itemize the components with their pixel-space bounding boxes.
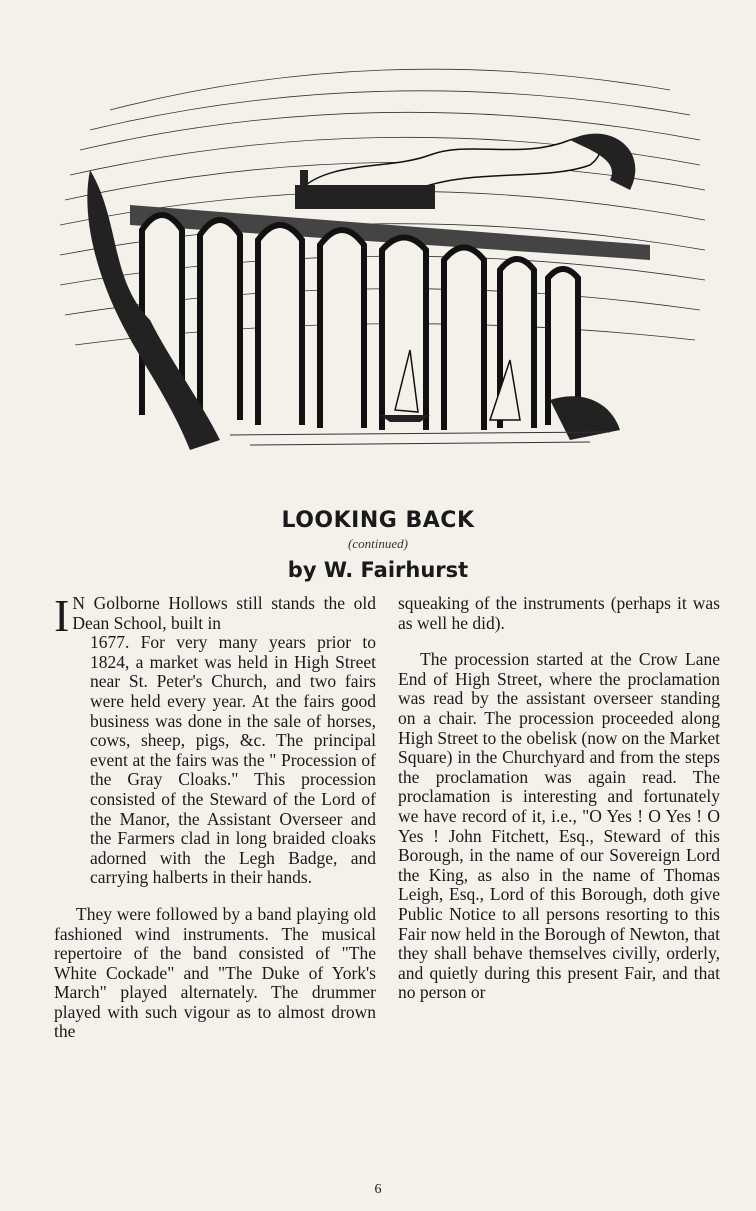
paragraph-continuation: 1677. For very many years prior to 1824, a market was held in High Street near St. Peter's Church, and two fairs were held every year. At the fairs good business was done in the sale of horses, cows, sheep, pigs, &c. The principal event at the fairs was the " Procession of the Gray Cloaks." This procession consisted of the Steward of the Lord of the Manor, the Assistant Overseer and the Farmers clad in long braided cloaks adorned with the Legh Badge, and carrying halberts in their hands. bbox=[90, 632, 376, 888]
page-number: 6 bbox=[374, 1182, 382, 1197]
paragraph: The procession started at the Crow Lane End of High Street, where the proclamation was read by the assistant overseer standing on a chair. The procession proceeded along High Street to the obelisk (now on the Market Square) in the Churchyard and from the steps the proclamation was again read. The proclamation is interesting and fortunately we have record of it, i.e., "O Yes ! O Yes ! O Yes ! John Fitchett, Esq., Steward of this Borough, in the name of our Sovereign Lord the King, as also in the name of Thomas Leigh, Esq., Lord of this Borough, doth give Public Notice to all persons resorting to this Fair now held in the Borough of Newton, that they shall behave themselves civilly, orderly, and quietly during this present Fair, and that no person or bbox=[398, 649, 720, 1003]
paragraph: They were followed by a band playing old fashioned wind instruments. The musical repertoire of the band consisted of "The White Cockade" and "The Duke of York's March" played alternately. The drummer played with such vigour as to almost drown the bbox=[54, 903, 376, 1042]
drop-cap: I bbox=[54, 590, 70, 641]
paragraph-start: N Golborne Hollows still stands the old Dean School, built in bbox=[72, 593, 376, 633]
paragraph bbox=[54, 590, 376, 888]
viaduct-illustration bbox=[50, 20, 710, 480]
article-subtitle: (continued) bbox=[348, 536, 408, 551]
left-column bbox=[54, 590, 376, 1059]
right-column bbox=[398, 594, 720, 1020]
article-title: LOOKING BACK bbox=[281, 508, 475, 533]
article-byline: by W. Fairhurst bbox=[287, 558, 469, 582]
paragraph: squeaking of the instruments (perhaps it was as well he did). bbox=[398, 593, 720, 633]
